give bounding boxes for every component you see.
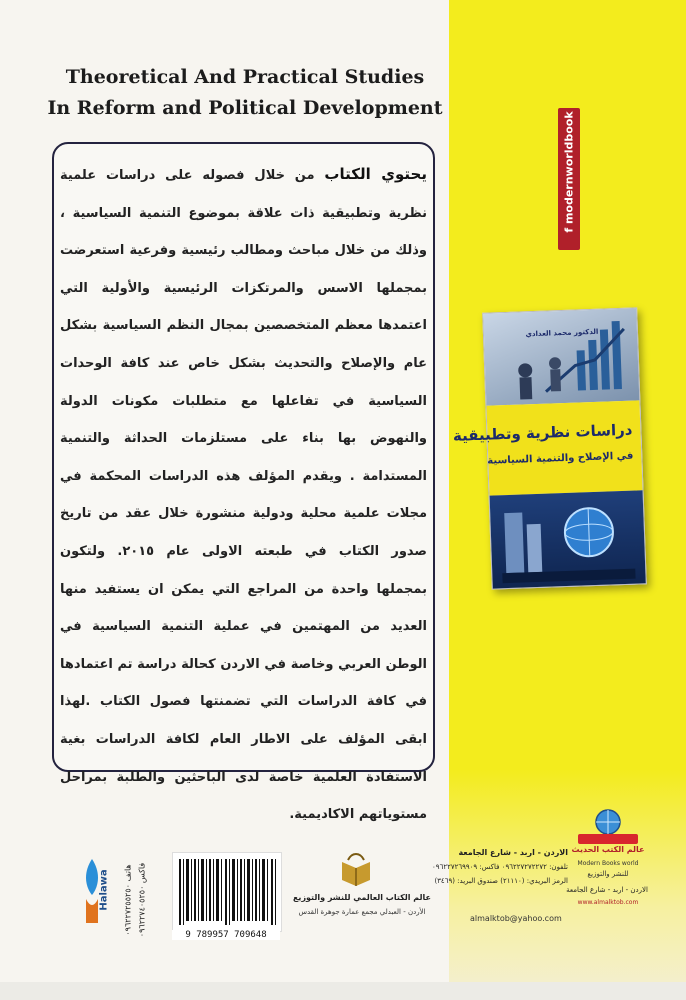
publisher-address: الأردن - العبدلي مجمع عمارة جوهرة القدس: [298, 908, 426, 916]
distributor-contact: [432, 846, 568, 888]
contact-phone-fax: تلفون: ٠٩٦٢٢٧٢٧٢٢٧٢ فاكس: ٠٩٦٢٢٧٢٦٩٩٠٩: [432, 863, 568, 871]
mwb-address: الاردن - اربد - شارع الجامعة: [566, 886, 648, 894]
mwb-website: www.almalktob.com: [577, 899, 639, 906]
cover-chart-art: [483, 308, 639, 405]
isbn-number: 9 789957 709648: [172, 930, 280, 940]
halawa-phone: هاتف ٠٩٦٢٢٧٢٥٥٢٥٠: [123, 864, 133, 936]
publisher-logo: [338, 850, 374, 890]
barcode-bars: [173, 853, 281, 931]
globe-illustration: [490, 490, 646, 588]
contact-postal: الرمز البريدي: (٢١١١٠) صندوق البريد: (٣٤٦٩): [434, 877, 568, 885]
halawa-fax: فاكس ٠٩٦٢٢٧٤٠٥٢٥٠: [137, 862, 147, 938]
social-handle: f modernworldbook: [562, 111, 576, 233]
cover-title-band: [452, 400, 642, 495]
cover-skyline: [483, 308, 639, 405]
mwb-english-name: Modern Books world: [577, 860, 639, 867]
globe-icon: [568, 806, 648, 846]
front-cover-thumbnail: [452, 307, 647, 589]
bottom-strip: [0, 982, 686, 1000]
english-title-line-2: In Reform and Political Development: [47, 97, 443, 119]
blurb-text: [60, 156, 427, 834]
publisher-name: عالم الكتاب العالمي للنشر والتوزيع: [292, 893, 432, 902]
contact-address: الاردن - اربد - شارع الجامعة: [458, 848, 568, 857]
cover-title: دراسات نظرية وتطبيقية: [452, 420, 633, 445]
contact-email: almalktob@yahoo.com: [470, 914, 562, 923]
halawa-name: Halawa: [98, 869, 110, 911]
publisher-book-icon: [338, 850, 374, 890]
cover-author: الدكتور محمد العدادي: [525, 327, 599, 339]
english-title-line-1: Theoretical And Practical Studies: [65, 66, 425, 88]
isbn-barcode: [172, 852, 282, 932]
cover-bottom-art: [490, 490, 646, 588]
blurb-lead: يحتوي الكتاب: [324, 165, 427, 183]
mwb-arabic-name: عالم الكتب الحديث: [571, 845, 645, 854]
cover-subtitle: في الإصلاح والتنمية السياسية: [487, 450, 634, 467]
mwb-tagline: للنشر والتوزيع: [587, 870, 629, 878]
blurb-body: من خلال فصوله على دراسات علمية نظرية وتطبيقية ذات علاقة بموضوع التنمية السياسية ، وذلك من خلال مباحث ومطالب رئيسية وفرعية استعرضت بمجملها الاسس والمرتكزات الرئيسية والأولية التي اعتمدها معظم المتخصصين بمجال النظم السياسية بشكل عام والإصلاح والتحديث بشكل خاص عند كافة الوحدات السياسية في تفاعلها مع متطلبات مكونات الدولة والنهوض بها بناء على مستلزمات الحداثة والتنمية المستدامة . ويقدم المؤلف هذه الدراسات المحكمة في مجلات علمية محلية ودولية منشورة خلال عقد من تاريخ صدور الكتاب في طبعته الاولى عام ٢٠١٥. ولتكون بمجملها واحدة من المراجع التي يمكن ان يستفيد منها العديد من المهتمين في عملية التنمية السياسية في الوطن العربي وخاصة في الاردن كحالة دراسة تم اعتمادها في كافة الدراسات التي تضمنتها فصول الكتاب .لهذا ابقى المؤلف على الاطار العام لكافة الدراسات بغية الاستفادة العلمية خاصة لدى الباحثين والطلبة بمراحل مستوياتهم الاكاديمية.: [60, 168, 427, 823]
